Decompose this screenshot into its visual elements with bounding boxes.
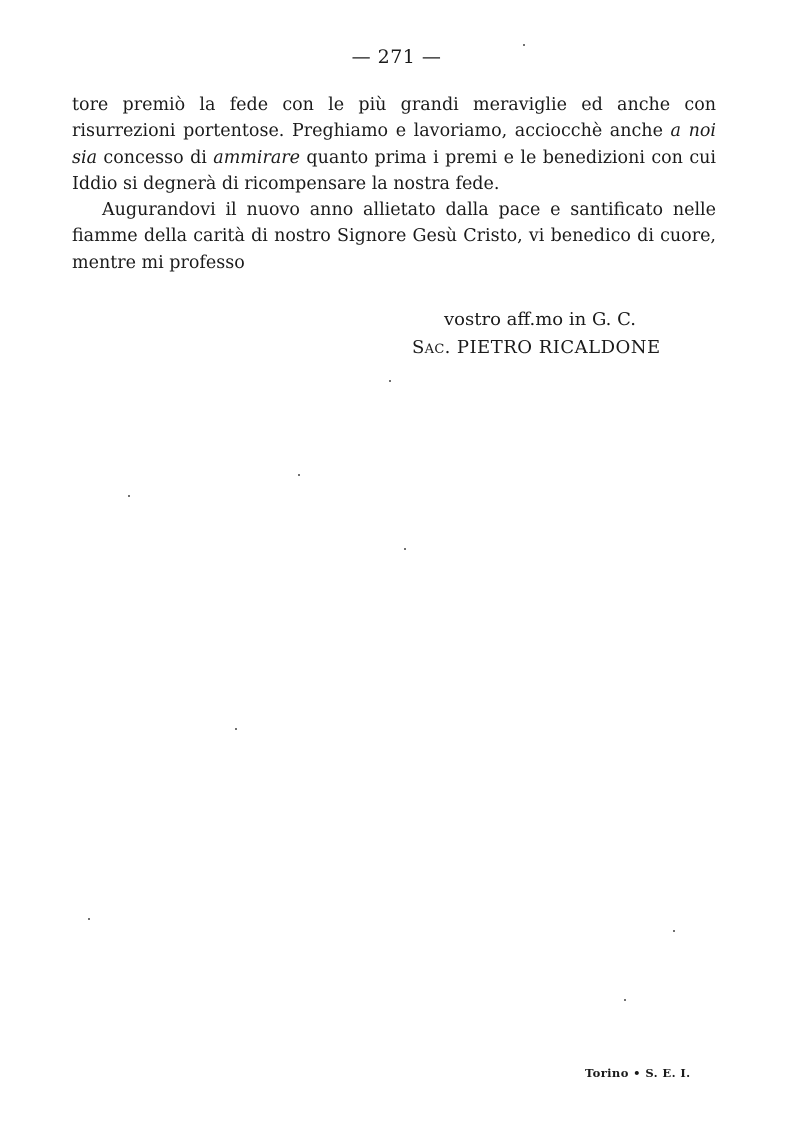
scan-speck (523, 44, 525, 46)
closing-line: vostro aff.mo in G. C. (444, 309, 636, 330)
scan-speck (404, 548, 406, 550)
paragraph-2: Augurandovi il nuovo anno allietato dalla pace e santificato nelle fiamme della carità di nostro Signore Gesù Cristo, vi benedico di cuore, mentre mi professo (72, 200, 716, 273)
printer-mark: Torino • S. E. I. (585, 1066, 691, 1080)
signature (412, 337, 661, 358)
signature-name: PIETRO RICALDONE (456, 337, 661, 358)
paragraph-1-part-2: concesso di (97, 147, 214, 168)
body-text (72, 92, 716, 276)
scan-speck (673, 930, 675, 932)
scan-speck (128, 495, 130, 497)
page-number: — 271 — (351, 46, 442, 68)
scan-speck (88, 918, 90, 920)
scan-speck (389, 380, 391, 382)
paragraph-1-part-3: quanto prima i premi e le benedizioni con cui Iddio si degnerà di ricompensare la nostra fede. (72, 147, 716, 194)
scan-speck (235, 728, 237, 730)
paragraph-1-part-1: tore premiò la fede con le più grandi meraviglie ed anche con risurrezioni portentose. Preghiamo e lavoriamo, acciocchè anche (72, 95, 716, 142)
paragraph-1 (72, 92, 716, 197)
scan-speck (298, 474, 300, 476)
scan-speck (624, 999, 626, 1001)
paragraph-1-italic-2: ammirare (213, 147, 301, 168)
paragraph-1-italic-1: a noi sia (72, 121, 716, 168)
signature-title: Sac. (412, 337, 451, 358)
